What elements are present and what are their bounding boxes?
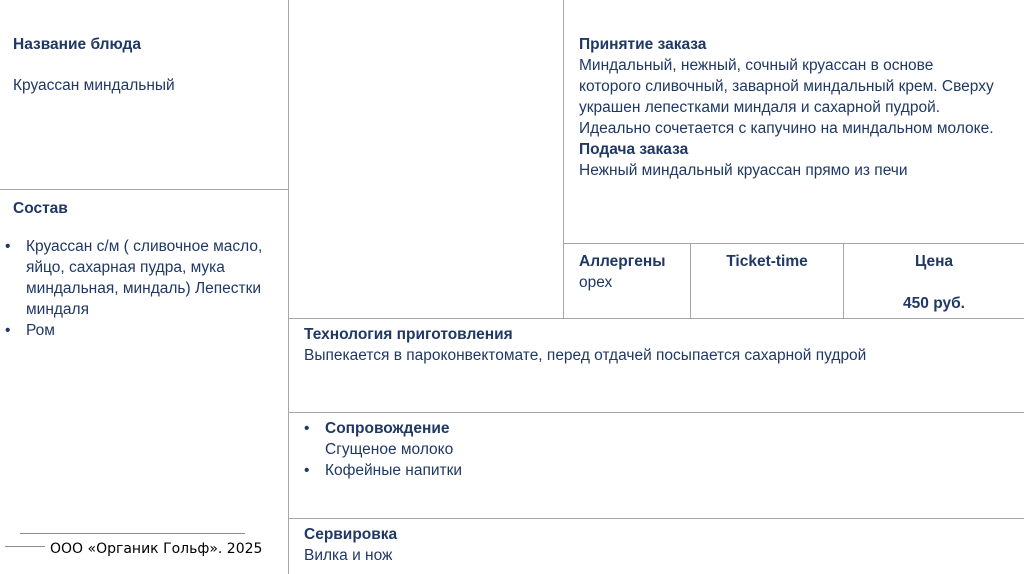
accompaniment-list bbox=[304, 418, 1014, 481]
footer-rule bbox=[5, 546, 45, 547]
allergens-header: Аллергены bbox=[579, 253, 666, 270]
dish-name-header: Название блюда bbox=[13, 36, 141, 53]
accompaniment-header: • Сопровождение bbox=[325, 420, 450, 437]
accompaniment-cell bbox=[304, 418, 1014, 481]
list-item: • Круассан с/м ( сливочное масло, яйцо, сахарная пудра, мука миндальная, миндаль) Лепестки миндаля bbox=[5, 236, 281, 320]
footer-copyright: ООО «Органик Гольф». 2025 bbox=[50, 541, 263, 557]
serving-header: Сервировка bbox=[304, 526, 398, 543]
technology-header: Технология приготовления bbox=[304, 326, 513, 343]
technology-text: Выпекается в пароконвектомате, перед отдачей посыпается сахарной пудрой bbox=[304, 347, 867, 364]
price-cell bbox=[844, 251, 1024, 314]
composition-header: Состав bbox=[13, 200, 68, 217]
footer-rule bbox=[20, 533, 245, 534]
order-text: Миндальный, нежный, сочный круассан в основе которого сливочный, заварной миндальный крем. Сверху украшен лепестками миндаля и сахарной пудрой. Идеально сочетается с капучино на миндальном молоке. bbox=[579, 57, 994, 137]
composition-list bbox=[5, 236, 281, 341]
accompaniment-text: Сгущеное молоко bbox=[325, 441, 454, 458]
dish-name: Круассан миндальный bbox=[13, 77, 175, 94]
price-header: Цена bbox=[914, 253, 954, 270]
divider bbox=[288, 0, 289, 574]
divider bbox=[288, 412, 1024, 413]
divider bbox=[0, 189, 289, 190]
price-value: 450 руб. bbox=[903, 295, 965, 312]
allergens-value: орех bbox=[579, 274, 613, 291]
ticket-time-cell bbox=[691, 251, 843, 272]
serve-header: Подача заказа bbox=[579, 141, 689, 158]
ticket-time-header: Ticket-time bbox=[726, 253, 808, 270]
divider bbox=[563, 0, 564, 318]
composition-cell bbox=[5, 198, 281, 341]
serving-text: Вилка и нож bbox=[304, 547, 393, 564]
divider bbox=[563, 243, 1024, 244]
divider bbox=[288, 318, 1024, 319]
list-item: • Кофейные напитки bbox=[304, 460, 1014, 481]
list-item bbox=[304, 418, 1014, 460]
divider bbox=[288, 518, 1024, 519]
serving-cell bbox=[304, 524, 1014, 566]
order-cell bbox=[579, 34, 999, 181]
allergens-cell bbox=[579, 251, 684, 293]
technology-cell bbox=[304, 324, 1014, 366]
dish-name-cell bbox=[13, 34, 278, 96]
serve-text: Нежный миндальный круассан прямо из печи bbox=[579, 162, 908, 179]
order-header: Принятие заказа bbox=[579, 36, 707, 53]
list-item: • Ром bbox=[5, 320, 281, 341]
